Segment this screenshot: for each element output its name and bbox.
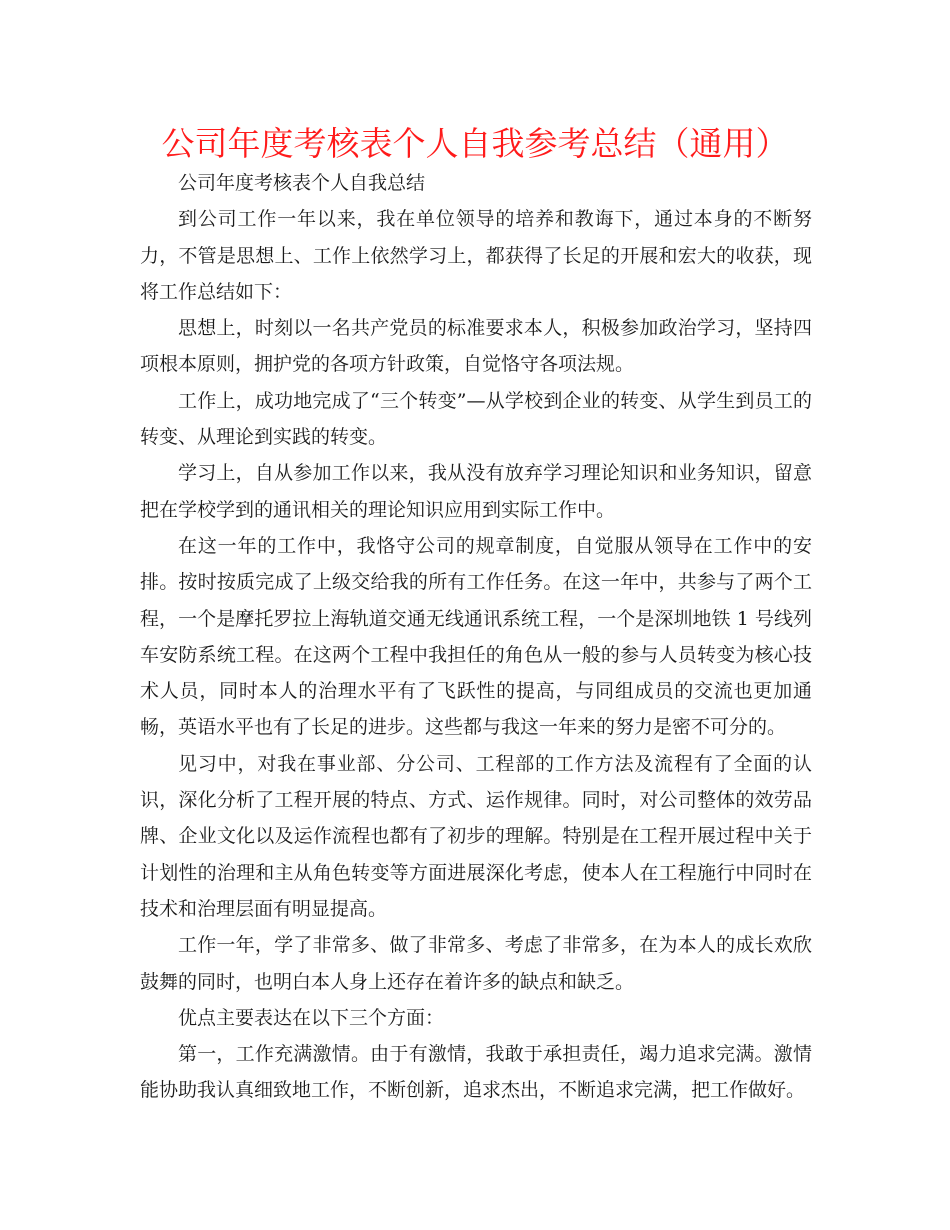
paragraph: 思想上，时刻以一名共产党员的标准要求本人，积极参加政治学习，坚持四项根本原则，拥护党的各项方针政策，自觉恪守各项法规。 xyxy=(140,317,812,376)
paragraph: 学习上，自从参加工作以来，我从没有放弃学习理论知识和业务知识，留意把在学校学到的通讯相关的理论知识应用到实际工作中。 xyxy=(140,462,812,521)
paragraph: 工作一年，学了非常多、做了非常多、考虑了非常多，在为本人的成长欢欣鼓舞的同时，也明白本人身上还存在着许多的缺点和缺乏。 xyxy=(140,934,812,993)
paragraph: 在这一年的工作中，我恪守公司的规章制度，自觉服从领导在工作中的安排。按时按质完成了上级交给我的所有工作任务。在这一年中，共参与了两个工程，一个是摩托罗拉上海轨道交通无线通讯系统工程，一个是深圳地铁 1 号线列车安防系统工程。在这两个工程中我担任的角色从一般的参与人员转变为核心技术人员，同时本人的治理水平有了飞跃性的提高，与同组成员的交流也更加通畅，英语水平也有了长足的进步。这些都与我这一年来的努力是密不可分的。 xyxy=(140,534,812,739)
document-title: 公司年度考核表个人自我参考总结（通用） xyxy=(161,124,789,163)
paragraph: 工作上，成功地完成了“三个转变”—从学校到企业的转变、从学生到员工的转变、从理论到实践的转变。 xyxy=(140,389,812,449)
document-body xyxy=(140,165,812,1109)
paragraph-subtitle: 公司年度考核表个人自我总结 xyxy=(178,172,426,194)
paragraph: 见习中，对我在事业部、分公司、工程部的工作方法及流程有了全面的认识，深化分析了工程开展的特点、方式、运作规律。同时，对公司整体的效劳品牌、企业文化以及运作流程也都有了初步的理解。特别是在工程开展过程中关于计划性的治理和主从角色转变等方面进展深化考虑，使本人在工程施行中同时在技术和治理层面有明显提高。 xyxy=(140,752,812,920)
paragraph: 优点主要表达在以下三个方面： xyxy=(178,1006,445,1029)
paragraph: 第一，工作充满激情。由于有激情，我敢于承担责任，竭力追求完满。激情能协助我认真细致地工作，不断创新，追求杰出，不断追求完满，把工作做好。 xyxy=(140,1043,812,1102)
paragraph: 到公司工作一年以来，我在单位领导的培养和教诲下，通过本身的不断努力，不管是思想上、工作上依然学习上，都获得了长足的开展和宏大的收获，现将工作总结如下： xyxy=(140,208,812,303)
